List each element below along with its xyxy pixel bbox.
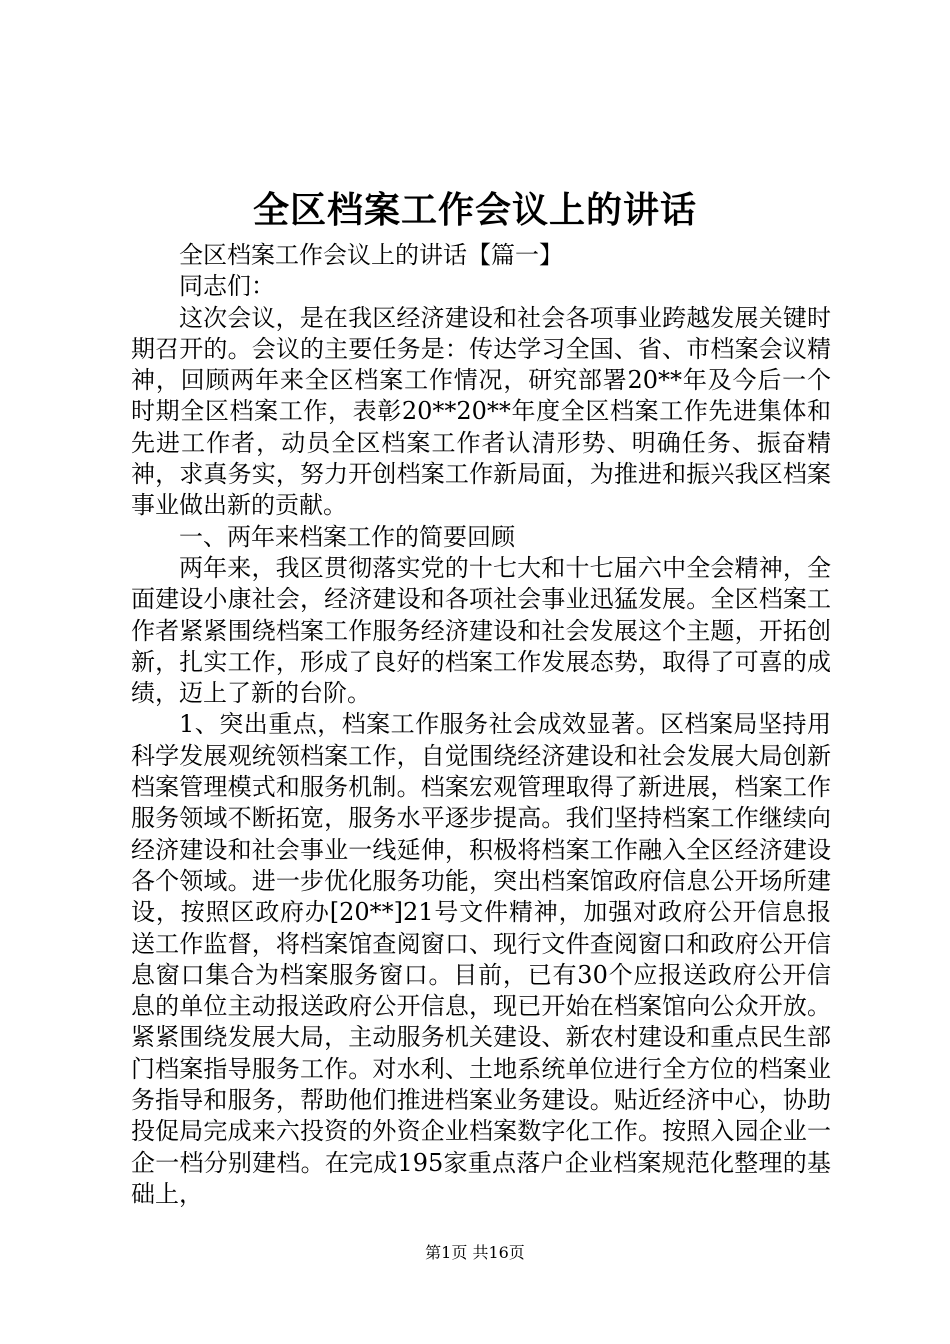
section-heading: 一、两年来档案工作的简要回顾 [179,522,515,551]
document-body [131,240,831,1210]
body-paragraph: 这次会议，是在我区经济建设和社会各项事业跨越发展关键时期召开的。会议的主要任务是：传达学习全国、省、市档案会议精神，回顾两年来全区档案工作情况，研究部署20**年及今后一个时期全区档案工作，表彰20**20**年度全区档案工作先进集体和先进工作者，动员全区档案工作者认清形势、明确任务、振奋精神，求真务实，努力开创档案工作新局面，为推进和振兴我区档案事业做出新的贡献。 [131,303,831,520]
section-heading: 全区档案工作会议上的讲话【篇一】 [179,241,563,269]
body-paragraph: 两年来，我区贯彻落实党的十七大和十七届六中全会精神，全面建设小康社会，经济建设和各项社会事业迅猛发展。全区档案工作者紧紧围绕档案工作服务经济建设和社会发展这个主题，开拓创新，扎实工作，形成了良好的档案工作发展态势，取得了可喜的成绩，迈上了新的台阶。 [131,553,831,708]
salutation: 同志们： [179,272,275,301]
body-paragraph: 1、突出重点，档案工作服务社会成效显著。区档案局坚持用科学发展观统领档案工作，自觉围绕经济建设和社会发展大局创新档案管理模式和服务机制。档案宏观管理取得了新进展，档案工作服务领域不断拓宽，服务水平逐步提高。我们坚持档案工作继续向经济建设和社会事业一线延伸，积极将档案工作融入全区经济建设各个领域。进一步优化服务功能，突出档案馆政府信息公开场所建设，按照区政府办[20**]21号文件精神，加强对政府公开信息报送工作监督，将档案馆查阅窗口、现行文件查阅窗口和政府公开信息窗口集合为档案服务窗口。目前，已有30个应报送政府公开信息的单位主动报送政府公开信息，现已开始在档案馆向公众开放。紧紧围绕发展大局，主动服务机关建设、新农村建设和重点民生部门档案指导服务工作。对水利、土地系统单位进行全方位的档案业务指导和服务，帮助他们推进档案业务建设。贴近经济中心，协助投促局完成来六投资的外资企业档案数字化工作。按照入园企业一企一档分别建档。在完成195家重点落户企业档案规范化整理的基础上， [131,710,831,1208]
page-footer: 第1页 共16页 [425,1243,525,1262]
document-title: 全区档案工作会议上的讲话 [252,189,697,231]
